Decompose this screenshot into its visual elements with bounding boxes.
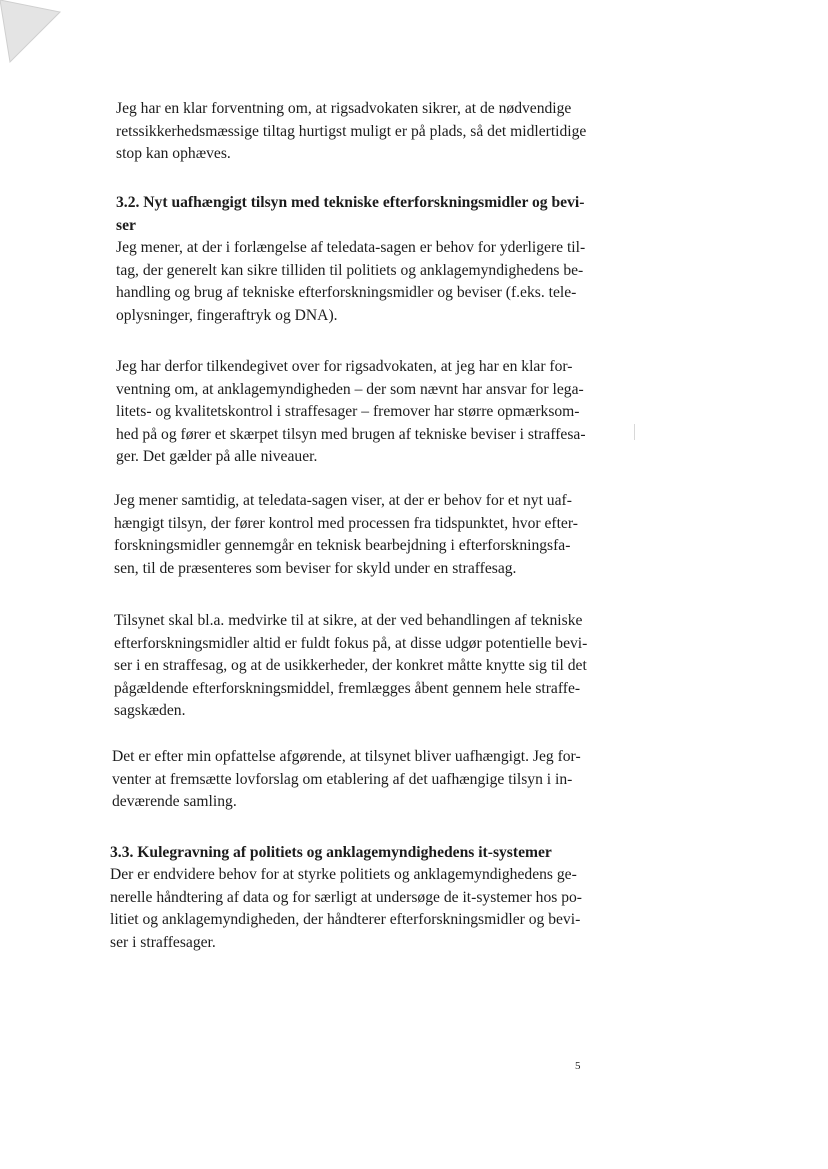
paragraph bbox=[116, 98, 586, 166]
paragraph bbox=[114, 490, 578, 580]
text-line: hed på og fører et skærpet tilsyn med brugen af tekniske beviser i straffesa- bbox=[116, 425, 586, 443]
scan-speck bbox=[634, 424, 635, 440]
text-line: efterforskningsmidler altid er fuldt fokus på, at disse udgør potentielle bevi- bbox=[114, 634, 588, 652]
text-line: ser i en straffesag, og at de usikkerheder, der konkret måtte knytte sig til det bbox=[114, 657, 587, 674]
text-line: hængigt tilsyn, der fører kontrol med processen fra tidspunktet, hvor efter- bbox=[114, 514, 578, 532]
text-line: pågældende efterforskningsmiddel, fremlægges åbent gennem hele straffe- bbox=[114, 679, 581, 697]
paragraph bbox=[112, 746, 581, 814]
folded-corner-mark bbox=[0, 0, 70, 70]
text-line: 3.3. Kulegravning af politiets og anklagemyndighedens it-systemer bbox=[110, 844, 552, 861]
text-line: ser i straffesager. bbox=[110, 933, 216, 951]
text-line: ger. Det gælder på alle niveauer. bbox=[116, 448, 318, 465]
text-line: Der er endvidere behov for at styrke politiets og anklagemyndighedens ge- bbox=[110, 866, 577, 883]
section-heading bbox=[110, 842, 552, 865]
text-line: Jeg mener, at der i forlængelse af teledata-sagen er behov for yderligere til- bbox=[116, 239, 586, 256]
text-line: handling og brug af tekniske efterforskningsmidler og beviser (f.eks. tele- bbox=[116, 284, 577, 301]
paragraph bbox=[114, 610, 587, 723]
text-line: Jeg mener samtidig, at teledata-sagen viser, at der er behov for et nyt uaf- bbox=[114, 492, 572, 509]
text-line: Det er efter min opfattelse afgørende, at tilsynet bliver uafhængigt. Jeg for- bbox=[112, 748, 581, 765]
text-line: litiet og anklagemyndigheden, der håndterer efterforskningsmidler og bevi- bbox=[110, 911, 581, 928]
text-line: sen, til de præsenteres som beviser for skyld under en straffesag. bbox=[114, 559, 517, 577]
page-number: 5 bbox=[575, 1060, 581, 1072]
text-line: oplysninger, fingeraftryk og DNA). bbox=[116, 306, 338, 324]
text-line: Tilsynet skal bl.a. medvirke til at sikre, at der ved behandlingen af tekniske bbox=[114, 612, 583, 629]
text-line: stop kan ophæves. bbox=[116, 145, 231, 162]
paragraph bbox=[110, 864, 582, 954]
text-line: Jeg har en klar forventning om, at rigsadvokaten sikrer, at de nødvendige bbox=[116, 100, 572, 117]
paragraph bbox=[116, 356, 586, 469]
text-line: litets- og kvalitetskontrol i straffesager – fremover har større opmærksom- bbox=[116, 403, 580, 420]
paragraph bbox=[116, 237, 585, 327]
text-line: Jeg har derfor tilkendegivet over for rigsadvokaten, at jeg har en klar for- bbox=[116, 358, 573, 375]
text-line: ventning om, at anklagemyndigheden – der som nævnt har ansvar for lega- bbox=[116, 380, 584, 398]
text-line: tag, der generelt kan sikre tilliden til politiets og anklagemyndighedens be- bbox=[116, 261, 584, 279]
text-line: deværende samling. bbox=[112, 793, 237, 810]
text-line: forskningsmidler gennemgår en teknisk bearbejdning i efterforskningsfa- bbox=[114, 537, 571, 554]
text-line: venter at fremsætte lovforslag om etablering af det uafhængige tilsyn i in- bbox=[112, 770, 573, 788]
text-line: sagskæden. bbox=[114, 702, 186, 719]
text-line: 3.2. Nyt uafhængigt tilsyn med tekniske efterforskningsmidler og bevi- bbox=[116, 194, 585, 211]
text-line: ser bbox=[116, 216, 136, 234]
text-line: retssikkerhedsmæssige tiltag hurtigst muligt er på plads, så det midlertidige bbox=[116, 122, 587, 140]
section-heading bbox=[116, 192, 584, 237]
text-line: nerelle håndtering af data og for særligt at undersøge de it-systemer hos po- bbox=[110, 888, 583, 906]
